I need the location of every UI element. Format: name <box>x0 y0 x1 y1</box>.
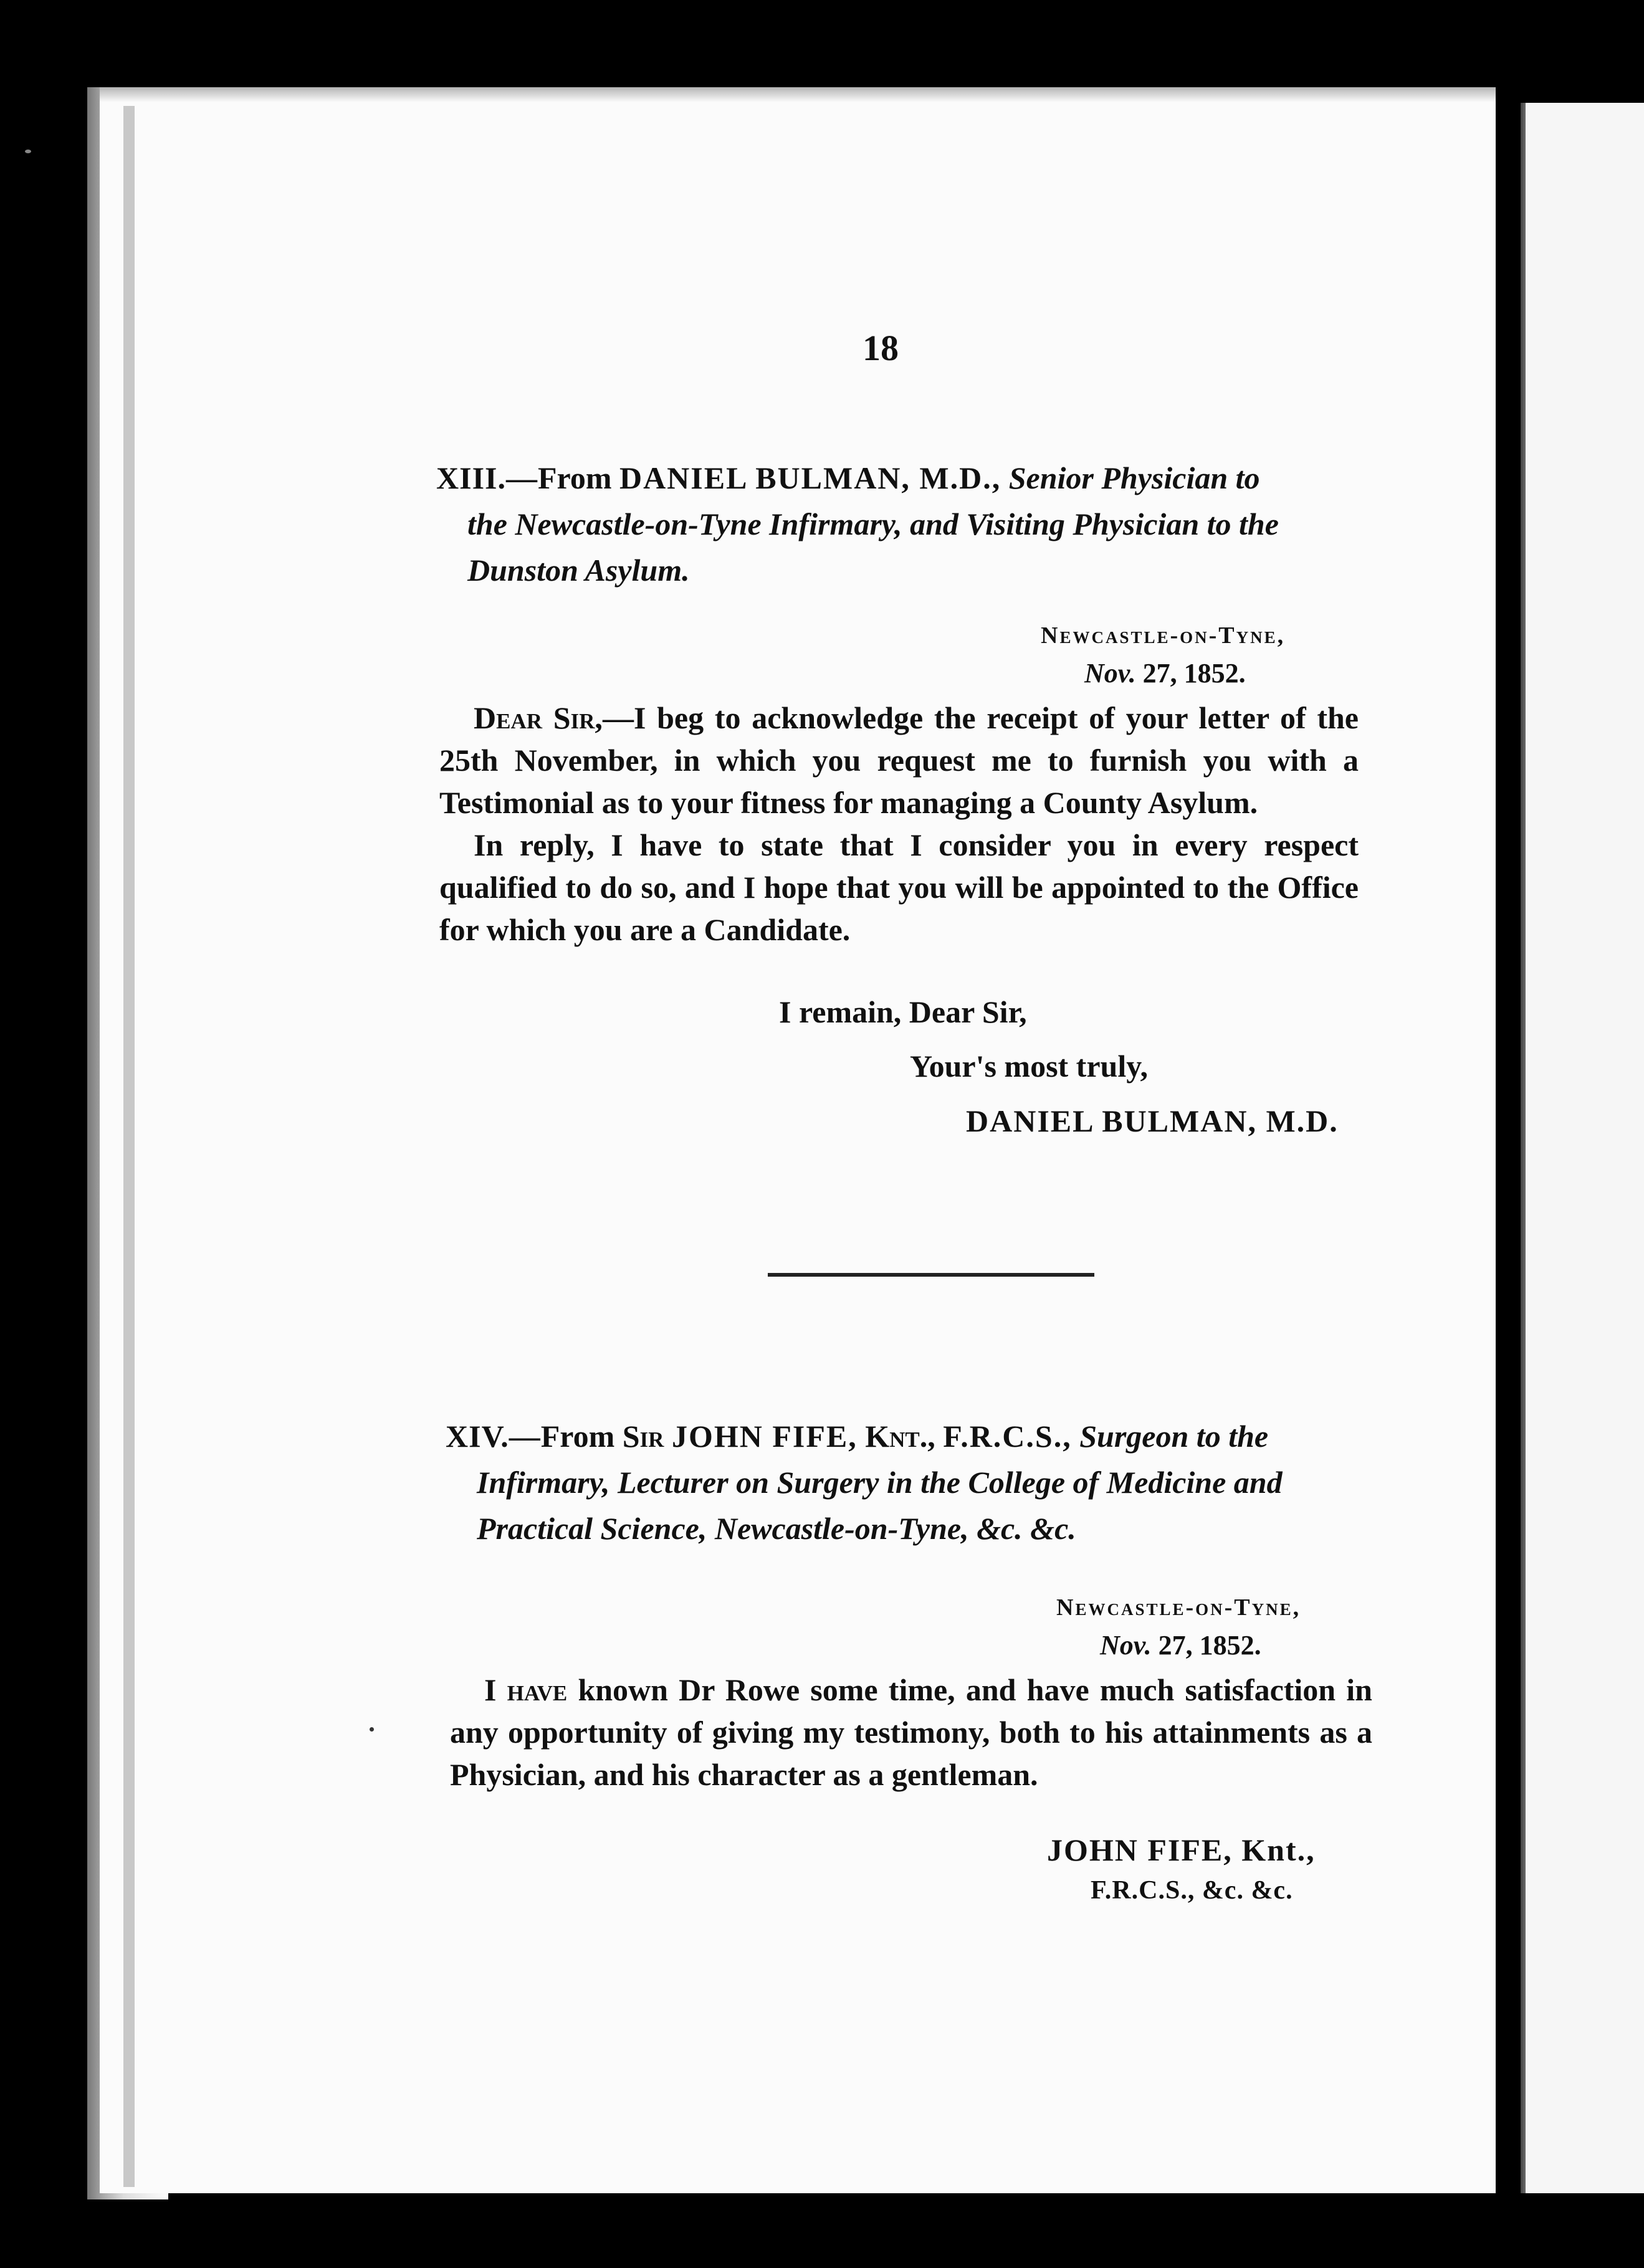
letter-14-signature-credentials: F.R.C.S., &c. &c. <box>1091 1876 1293 1905</box>
letter-14-desc-2: Infirmary, Lecturer on Surgery in the College of Medicine and <box>477 1465 1283 1500</box>
section-divider <box>768 1273 1094 1277</box>
letter-13-desc-1: Senior Physician to <box>1008 460 1260 495</box>
letter-14-date-month: Nov. <box>1100 1630 1152 1660</box>
letter-13-salutation: Dear Sir, <box>474 700 603 735</box>
letter-13-date-month: Nov. <box>1084 658 1136 688</box>
letter-13-numeral: XIII.— <box>436 460 538 495</box>
letter-14-body <box>450 1669 1372 1796</box>
letter-14-desc-1: Surgeon to the <box>1079 1419 1269 1454</box>
letter-14-date <box>1100 1629 1261 1661</box>
letter-13-date-rest: 27, 1852. <box>1142 658 1246 688</box>
letter-13-from: From <box>537 460 612 495</box>
letter-13-paragraph-1: Dear Sir,—I beg to acknowledge the receipt of your letter of the 25th November, in which you request me to furnish you with a Testimonial as to your fitness for managing a County Asylum. <box>439 700 1359 820</box>
ink-speck <box>370 1727 374 1732</box>
letter-13-signature: DANIEL BULMAN, M.D. <box>966 1103 1339 1138</box>
letter-14-place: Newcastle-on-Tyne, <box>1056 1594 1301 1621</box>
page-edge-top <box>100 87 1496 102</box>
ink-speck <box>25 150 31 153</box>
letter-13-paragraph-2: In reply, I have to state that I consider you in every respect qualified to do so, and I hope that you will be appointed to the Office for which you are a Candidate. <box>439 827 1359 947</box>
letter-14-name: JOHN FIFE, <box>671 1419 858 1454</box>
letter-14-frcs: F.R.C.S., <box>943 1419 1072 1454</box>
letter-13-desc-3: Dunston Asylum. <box>467 553 690 588</box>
letter-14-signature: JOHN FIFE, Knt., <box>1047 1832 1316 1867</box>
letter-13-place: Newcastle-on-Tyne, <box>1041 622 1286 649</box>
letter-13-body <box>439 697 1359 951</box>
letter-13-desc-2: the Newcastle-on-Tyne Infirmary, and Visiting Physician to the <box>467 507 1279 541</box>
next-page <box>1526 103 1644 2193</box>
letter-14-desc-3: Practical Science, Newcastle-on-Tyne, &c. &c. <box>477 1511 1076 1546</box>
letter-14-from: From <box>540 1419 615 1454</box>
page-number: 18 <box>863 328 899 368</box>
letter-13-name: DANIEL BULMAN, M.D., <box>619 460 1001 495</box>
letter-13-closing-1: I remain, Dear Sir, <box>779 994 1027 1029</box>
letter-14-title: Sir <box>622 1419 664 1454</box>
letter-14-heading <box>446 1413 1380 1551</box>
letter-13-heading <box>436 455 1371 593</box>
letter-14-paragraph-1: I have known Dr Rowe some time, and have much satisfaction in any opportunity of giving my testimony, both to his attainments as a Physician, and his character as a gentleman. <box>450 1672 1372 1792</box>
letter-14-numeral: XIV.— <box>446 1419 541 1454</box>
letter-14-date-rest: 27, 1852. <box>1158 1630 1261 1660</box>
letter-13-closing-2: Your's most truly, <box>910 1049 1148 1084</box>
letter-14-knt: Knt., <box>865 1419 935 1454</box>
page-fold-shadow <box>123 106 135 2187</box>
letter-13-date <box>1084 657 1246 689</box>
letter-14-opening: I have <box>484 1672 568 1707</box>
